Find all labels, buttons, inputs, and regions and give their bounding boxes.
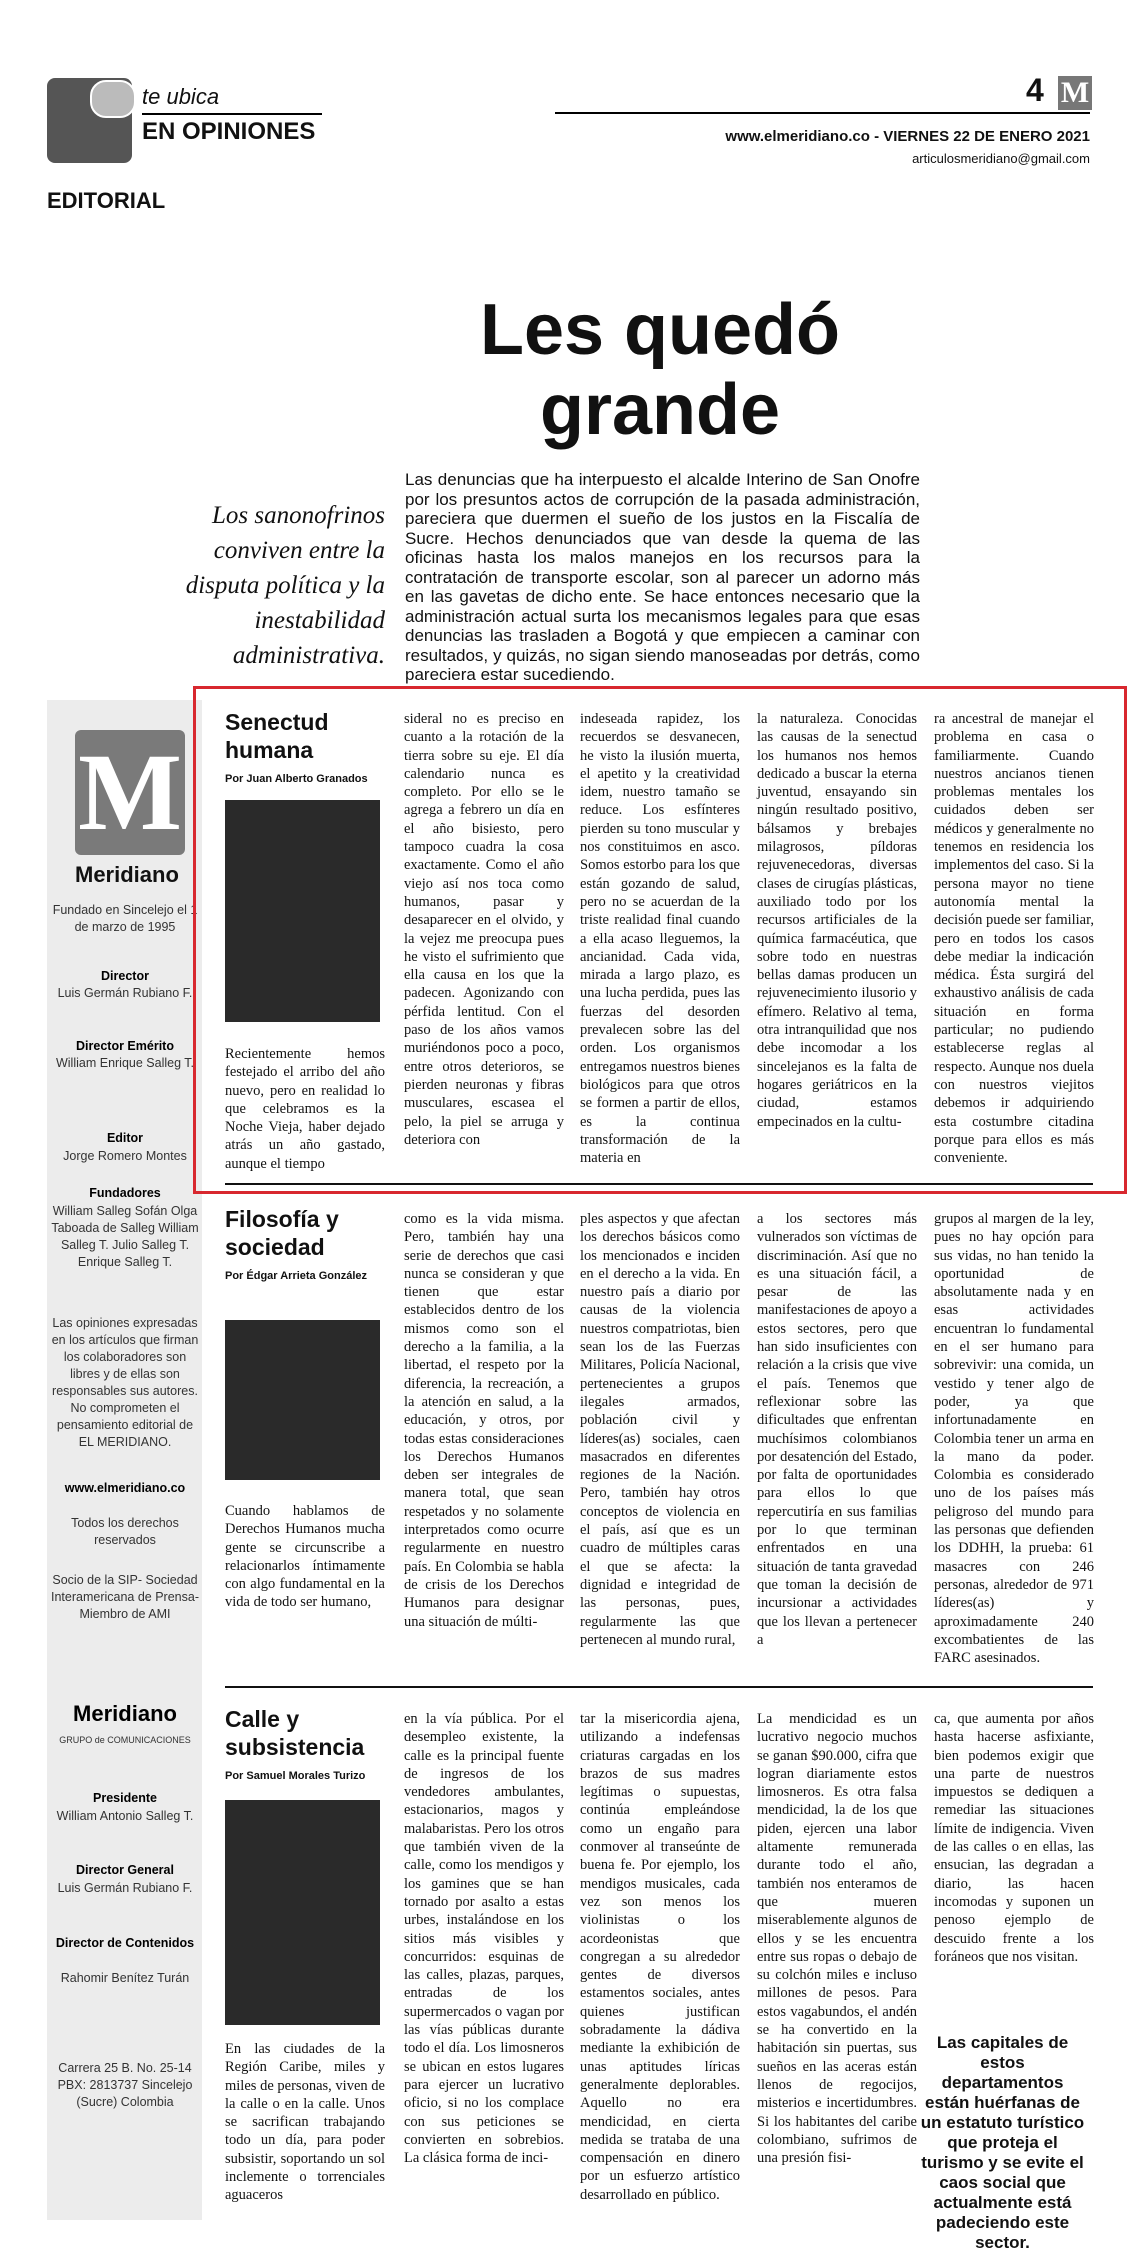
group-subtitle: GRUPO de COMUNICACIONES <box>59 1735 191 1745</box>
meridiano-logo: M <box>1058 76 1092 110</box>
article-column: la naturaleza. Conocidas las causas de la senectud los humanos nos hemos dedicado a buscar la eterna juventud, ensayando sin ningún resultado positivo, bálsamos y brebajes milagrosos, píldoras rejuvenecedoras, diversas clases de cirugías plásticas, auxiliado todo por los recursos artificiales de la química farmacéutica, que sobre todo en nuestras bellas damas producen un rejuvenecimiento ilusorio y efímero. Relativo al tema, otra intranquilidad que nos debe incomodar a los sincelejanos es la falta de hogares geriátricos en la ciudad, estamos empecinados en la cultu- <box>757 711 917 1130</box>
director-name: Luis Germán Rubiano F. <box>57 986 193 1000</box>
membership-note: Socio de la SIP- Sociedad Interamericana de Prensa- Miembro de AMI <box>51 1573 199 1621</box>
article-column: ra ancestral de manejar el problema en casa o familiarmente. Cuando nuestros ancianos tienen problemas mentales los cuidados deben ser médicos y generalmente no tenemos en residencia los implementos del caso. Si la persona mayor no tiene autonomía mental la decisión puede ser familiar, pero en todos los casos debe mediar la indicación médica. Ésta surgirá del exhaustivo análisis de cada situación en forma particular; no pudiendo establecerse reglas al respecto. Aunque nos duela con nuestros viejitos debemos ir adquiriendo esta costumbre citadina porque para ellos es más conveniente. <box>934 711 1094 1167</box>
founders-heading: Fundadores <box>89 1186 161 1200</box>
article-column: grupos al margen de la ley, pues no hay opción para sus vidas, no han tenido la oportunidad de absolutamente nada y en esas actividades encuentran lo fundamental en el ser humano para sobrevivir: una comida, un vestido y tener algo de poder, ya que infortunadamente en Colombia tener un arma en la mano da poder. Colombia es considerado uno de los países más peligroso del mundo para las personas que defienden los DDHH, la prueba: 61 masacres con 246 personas, alrededor de 971 líderes(as) y aproximadamente 240 excombatientes de las FARC asesinados. <box>934 1211 1094 1667</box>
contact-email[interactable]: articulosmeridiano@gmail.com <box>912 151 1090 166</box>
general-director-name: Luis Germán Rubiano F. <box>57 1881 193 1895</box>
editorial-pullquote: Los sanonofrinos conviven entre la disputa política y la inestabilidad administrativa. <box>185 502 385 669</box>
section-title: EDITORIAL <box>47 188 166 213</box>
article-column: indeseada rapidez, los recuerdos se desvanecen, he visto la ilusión muerta, el apetito y la creatividad idem, nuestro tamaño se reduce. Los esfínteres pierden su tono muscular y nos constituimos en asco. Somos estorbo para los que están gozando de salud, pero no se acuerdan de la triste realidad final cuando a ella acaso lleguemos, la ancianidad. Cada vida, mirada a largo plazo, es una lucha perdida, pues las fuerzas del desorden prevalecen sobre las del orden. Los organismos entregamos nuestros bienes biológicos para que otros se formen a partir de ellos, es la continua transformación de la materia en <box>580 711 740 1167</box>
address: Carrera 25 B. No. 25-14 PBX: 2813737 Sincelejo (Sucre) Colombia <box>57 2061 193 2109</box>
opinion-disclaimer: Las opiniones expresadas en los artículos que firman los colaboradores son libres y de ellas son responsables sus autores. No comprometen el pensamiento editorial de EL MERIDIANO. <box>51 1316 199 1449</box>
emerito-heading: Director Emérito <box>76 1039 174 1053</box>
article-column: En las ciudades de la Región Caribe, miles y miles de personas, viven de la calle o en la calle. Unos se sacrifican trabajando todo un día, para poder subsistir, soportando un sol inclemente o torrenciales aguaceros <box>225 2041 385 2204</box>
article-column: a los sectores más vulnerados son víctimas de discriminación. Así que no es una situación fácil, a pesar de las manifestaciones de apoyo a estos sectores, pero que han sido insuficientes con relación a la crisis que vive el país. Tenemos que reflexionar sobre las dificultades que enfrentan muchísimos colombianos por desatención del Estado, por falta de oportunidades para ellos lo que repercutiría en sus familias por lo que terminan enfrentados en una situación de tanta gravedad que toman la decisión de incursionar a actividades que los llevan a pertenecer a <box>757 1211 917 1648</box>
president-heading: Presidente <box>93 1791 157 1805</box>
author-photo <box>225 1320 380 1480</box>
page-number: 4 <box>1026 72 1044 108</box>
content-director-heading: Director de Contenidos <box>55 1936 195 1950</box>
dateline[interactable]: www.elmeridiano.co - VIERNES 22 DE ENERO 2021 <box>725 128 1090 145</box>
article-column: en la vía pública. Por el desempleo existente, la calle es la principal fuente de ingresos de los vendedores ambulantes, estacionarios, magos y malabaristas. Pero los otros que también viven de la calle, como los mendigos y los gamines que se han tornado por asalto a estas urbes, instalándose en los sitios más visibles y concurridos: esquinas de las calles, plazas, parques, entradas de los supermercados o vagan por las vías públicas durante todo el día. Los limosneros se ubican en estos lugares para ejercer un lucrativo oficio, si no los complace con sus peticiones se convierten en sobrebios. La clásica forma de inci- <box>404 1711 564 2167</box>
masthead-brand: Meridiano <box>75 862 179 887</box>
article-callout: Las capitales de estos departamentos están huérfanas de un estatuto turístico que proteja el turismo y se evite el caos social que actualmente está padeciendo este sector. <box>920 2033 1085 2252</box>
director-heading: Director <box>101 969 149 983</box>
article-column: tar la misericordia ajena, utilizando a indefensas criaturas cargadas en los brazos de sus madres legítimas o supuestas, continúa empleándose como un engaño para conmover al transeúnte de buena fe. Por ejemplo, los mendigos musicales, cada vez son menos los violinistas o los acordeonistas que congregan a su alrededor gentes de diversos estamentos sociales, antes quienes justifican sobradamente la dádiva mediante la exhibición de unas aptitudes líricas generalmente deplorables. Aquello no era mendicidad, en cierta medida se trataba de una compensación en dinero por un esfuerzo artístico desarrollado en público. <box>580 1711 740 2203</box>
article-byline: Por Juan Alberto Granados <box>225 773 368 785</box>
group-brand: Meridiano <box>73 1701 177 1726</box>
section-tag-italic: te ubica <box>142 84 220 109</box>
emerito-name: William Enrique Salleg T. <box>55 1056 195 1070</box>
highlight-frame <box>193 686 1127 1194</box>
section-tag-bold: EN OPINIONES <box>142 118 316 145</box>
content-director-name: Rahomir Benítez Turán <box>60 1971 190 1985</box>
article-column: La mendicidad es un lucrativo negocio muchos se ganan $90.000, cifra que logran diariamente estos limosneros. Es otra falsa mendicidad, la de los que piden, ejercen una labor altamente remunerada durante todo el año, también nos enteramos de que mueren miserablemente algunos de ellos y se les encuentra entre sus ropas o debajo de su colchón miles e incluso millones de pesos. Para estos vagabundos, el andén se ha convertido en la habitación sin puertas, sus sueños en las aceras están llenos de regocijos, misterios e incertidumbres. Si los habitantes del caribe colombiano, sufrimos de una presión fisi- <box>757 1711 917 2167</box>
article-byline: Por Samuel Morales Turizo <box>225 1770 366 1782</box>
article-divider <box>225 1686 1093 1688</box>
website-link[interactable]: www.elmeridiano.co <box>64 1481 186 1495</box>
founders-list: William Salleg Sofán Olga Taboada de Salleg William Salleg T. Julio Salleg T. Enrique Salleg T. <box>51 1204 199 1269</box>
article-column: ples aspectos y que afectan los derechos básicos como los mencionados e inciden en el derecho a la vida. En nuestro país a diario por causas de la violencia nuestros compatriotas, bien sean los de las Fuerzas Militares, Policía Nacional, pertenecientes a grupos ilegales armados, población civil y líderes(as) sociales, caen masacrados en diferentes regiones de la Nación. Pero, también hay otros conceptos de violencia en el país, así que es un cuadro de múltiples caras el que se afecta: la dignidad e integridad de las personas, pues, regularmente las que pertenecen al mundo rural, <box>580 1211 740 1648</box>
masthead-logo: M <box>75 730 185 855</box>
editor-heading: Editor <box>106 1131 144 1145</box>
speech-bubble-icon <box>90 80 136 118</box>
header-rule <box>555 112 1090 114</box>
article-byline: Por Édgar Arrieta González <box>225 1270 368 1282</box>
general-director-heading: Director General <box>76 1863 174 1877</box>
article-column: Recientemente hemos festejado el arribo del año nuevo, pero en realidad lo que celebramos es la Noche Vieja, haber dejado atrás un año gastado, aunque el tiempo <box>225 1046 385 1172</box>
editor-name: Jorge Romero Montes <box>63 1149 187 1163</box>
editorial-headline: Les quedó grande <box>479 290 841 450</box>
article-title: Filosofía y sociedad <box>225 1206 339 1260</box>
author-photo <box>225 1800 380 2025</box>
article-title: Calle y subsistencia <box>225 1706 365 1760</box>
president-name: William Antonio Salleg T. <box>56 1809 194 1823</box>
article-column: como es la vida misma. Pero, también hay una serie de derechos que casi nunca se consideran y que tienen que estar establecidos dentro de los mismos como son el derecho a la familia, a la libertad, el respeto por la diferencia, la recreación, a la atención en salud, a la educación, y otros, por todas estas consideraciones los Derechos Humanos deben ser integrales de manera total, que sean respetados y no solamente interpretados como ocurre regularmente en nuestro país. En Colombia se habla de crisis de los Derechos Humanos para designar una situación de múlti- <box>404 1211 564 1630</box>
article-column: sideral no es preciso en cuanto a la rotación de la tierra sobre su eje. El día calendario nunca es completo. Por ello se le agrega a febrero un día en el año bisiesto, pero tampoco cuadra la cosa exactamente. Como el año viejo así nos toca como humanos, pasar y desaparecer en el olvido, y la vejez me preocupa pues he visto el sufrimiento que ella causa en los que la padecen. Agonizando con pérfida lentitud. Con el paso de los años vamos muriéndonos poco a poco, entre otros deterioros, se pierden neuronas y fibras musculares, escasea el pelo, la piel se arruga y deteriora con <box>404 711 564 1148</box>
article-column: ca, que aumenta por años hasta hacerse asfixiante, bien podemos exigir que una parte de nuestros impuestos se dediquen a remediar las situaciones límite de indigencia. Viven de las calles o en ellas, las ensucian, las degradan a diario, las hacen incomodas y suponen un penoso ejemplo de descuido frente a los foráneos que nos visitan. <box>934 1711 1094 1965</box>
tag-divider <box>142 113 322 115</box>
article-column: Cuando hablamos de Derechos Humanos mucha gente se circunscribe a relacionarlos íntimamente con algo fundamental en la vida de todo ser humano, <box>225 1503 385 1611</box>
founded-note: Fundado en Sincelejo el 1 de marzo de 1995 <box>52 903 198 934</box>
editorial-body: Las denuncias que ha interpuesto el alcalde Interino de San Onofre por los presuntos actos de corrupción de la pasada administración, pareciera que duermen el sueño de los justos en la Fiscalía de Sucre. Hechos denunciados que van desde la quema de las oficinas hasta los malos manejos en los recursos para la contratación de transporte escolar, son al parecer un adorno más en las gavetas de dicho ente. Se hace entonces necesario que la administración actual surta los mecanismos legales para que esas denuncias las trasladen a Bogotá y que empiecen a caminar con resultados, y quizás, no sigan siendo manoseadas por detrás, como pareciera estar sucediendo. <box>405 470 920 684</box>
article-title: Senectud humana <box>225 709 329 763</box>
rights-note: Todos los derechos reservados <box>71 1516 179 1547</box>
